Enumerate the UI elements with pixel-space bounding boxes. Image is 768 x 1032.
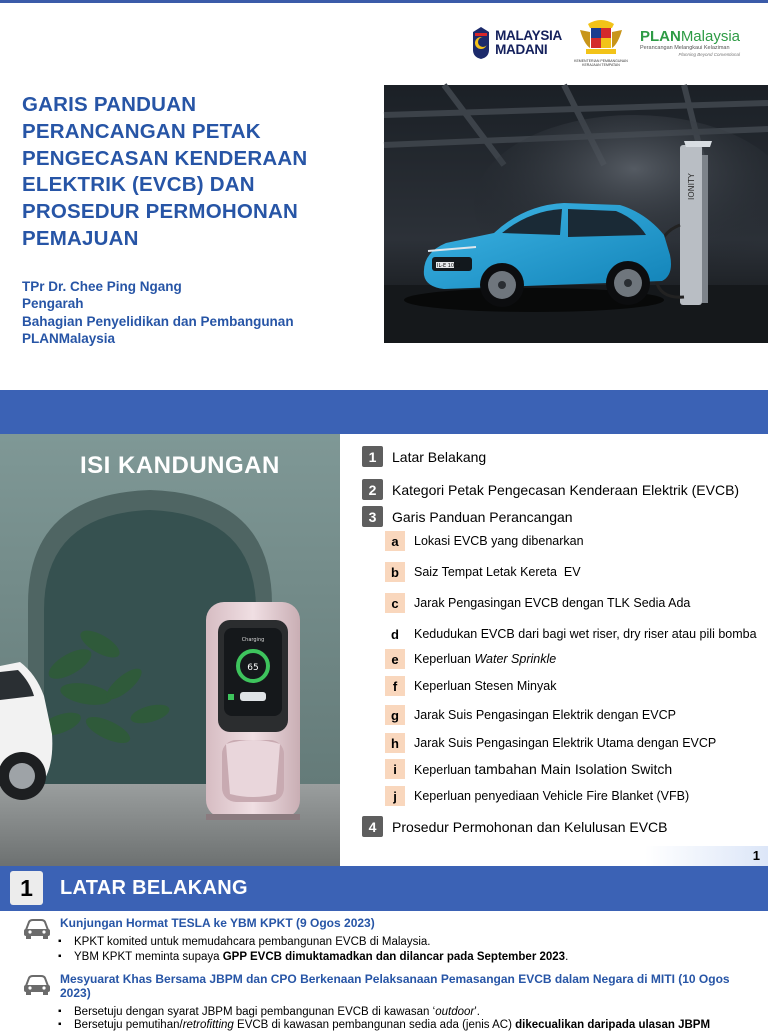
toc-marker: a <box>385 531 405 551</box>
toc-text: Latar Belakang <box>392 448 487 465</box>
car-icon <box>22 916 52 940</box>
top-accent-line <box>0 0 768 3</box>
toc-marker: b <box>385 562 405 582</box>
plan-bold: PLAN <box>639 27 681 45</box>
toc-subitem-i[interactable] <box>385 759 672 779</box>
page-number-bar <box>645 846 768 866</box>
presenter-name: TPr Dr. Chee Ping Ngang <box>22 279 182 294</box>
entry-heading: Kunjungan Hormat TESLA ke YBM KPKT (9 Ogos 2023) <box>60 916 375 930</box>
entry-heading: Mesyuarat Khas Bersama JBPM dan CPO Berkenaan Pelaksanaan Pemasangan EVCB dalam Negara di MITI (10 Ogos <box>60 972 730 986</box>
bullet-text-mid: EVCB di kawasan pembangunan sedia ada (jenis AC) <box>233 1019 516 1031</box>
car-icon <box>22 972 52 996</box>
presenter-block <box>22 278 294 348</box>
presentation-title-block <box>22 92 352 253</box>
section-number: 1 <box>10 871 43 905</box>
toc-text: Garis Panduan Perancangan <box>392 508 573 525</box>
toc-marker: c <box>385 593 405 613</box>
toc-text: Lokasi EVCB yang dibenarkan <box>414 534 584 548</box>
presenter-agency: PLANMalaysia <box>22 331 116 347</box>
presenter-position: Pengarah <box>22 296 84 312</box>
bullet-text-bold: dikecualikan daripada ulasan JBPM <box>515 1019 711 1031</box>
section-divider-band <box>0 390 768 434</box>
crest-caption: KEMENTERIAN PEMBANGUNAN KERAJAAN TEMPATAN <box>574 59 628 67</box>
toc-item-2[interactable] <box>362 479 739 500</box>
presenter-division: Bahagian Penyelidikan dan Pembangunan <box>22 313 294 329</box>
bullet-text-emphasis: outdoor <box>435 1006 475 1018</box>
malaysia-madani-logo <box>471 26 562 60</box>
entry-bullet <box>74 950 568 964</box>
page-number: 1 <box>752 848 760 863</box>
madani-mark-icon <box>471 26 491 60</box>
car-plate-text: IL-E 1012 <box>437 263 461 269</box>
bullet-text-bold: GPP EVCB dimuktamadkan dan dilancar pada September 2023 <box>222 951 566 963</box>
bullet-text-emphasis: retrofitting <box>182 1019 234 1031</box>
toc-marker: g <box>385 705 405 725</box>
toc-text-large: tambahan Main Isolation Switch <box>474 761 673 777</box>
toc-marker: d <box>385 624 405 644</box>
toc-item-3[interactable] <box>362 506 573 527</box>
toc-subitem-d[interactable] <box>385 624 757 644</box>
toc-text: Saiz Tempat Letak Kereta EV <box>414 565 581 579</box>
toc-marker: h <box>385 733 405 753</box>
logo-group <box>471 18 740 68</box>
title-slide <box>0 0 768 390</box>
toc-subitem-a[interactable] <box>385 531 584 551</box>
plan-light: Malaysia <box>680 27 740 45</box>
plan-tagline-en: Planning Beyond Conventional <box>678 51 740 57</box>
madani-line1: MALAYSIA <box>495 28 562 43</box>
toc-subitem-h[interactable] <box>385 733 716 753</box>
toc-item-4[interactable] <box>362 816 668 837</box>
entry-bullet <box>74 1018 710 1032</box>
toc-marker: 4 <box>362 816 383 837</box>
hero-photo-ev-charging <box>384 85 768 343</box>
toc-text: Prosedur Permohonan dan Kelulusan EVCB <box>392 818 668 835</box>
madani-line2: MADANI <box>495 42 548 57</box>
toc-subitem-e[interactable] <box>385 649 556 669</box>
toc-subitem-j[interactable] <box>385 786 689 806</box>
bullet-text-end: ’. <box>474 1006 480 1018</box>
charger-screen-value: 65 <box>247 663 259 673</box>
kpkt-crest-logo <box>572 18 630 68</box>
toc-marker: e <box>385 649 405 669</box>
background-slide <box>0 866 768 1031</box>
bullet-text: YBM KPKT meminta supaya <box>74 951 223 963</box>
contents-heading: ISI KANDUNGAN <box>80 452 280 479</box>
toc-subitem-c[interactable] <box>385 593 690 613</box>
toc-subitem-g[interactable] <box>385 705 676 725</box>
planmalaysia-logo <box>640 29 740 58</box>
coat-of-arms-icon <box>576 18 626 58</box>
toc-text: Jarak Pengasingan EVCB dengan TLK Sedia Ada <box>414 596 691 610</box>
toc-item-1[interactable] <box>362 446 486 467</box>
toc-text: Keperluan penyediaan Vehicle Fire Blanket (VFB) <box>414 789 690 803</box>
charger-screen-label: Charging <box>241 637 265 643</box>
toc-marker: 2 <box>362 479 383 500</box>
entry-bullet <box>74 1005 480 1019</box>
toc-subitem-b[interactable] <box>385 562 581 582</box>
bullet-text-end: . <box>565 951 569 963</box>
toc-text: Jarak Suis Pengasingan Elektrik Utama dengan EVCP <box>414 736 717 750</box>
toc-text-emphasis: Water Sprinkle <box>474 652 557 666</box>
bullet-text: Bersetuju pemutihan/ <box>74 1019 183 1031</box>
toc-text: Keperluan <box>414 652 475 666</box>
toc-text: Keperluan <box>414 763 475 777</box>
plan-tagline: Perancangan Melangkaui Kelaziman <box>639 44 730 51</box>
ionity-brand-text: IONITY <box>687 173 696 200</box>
toc-text: Jarak Suis Pengasingan Elektrik dengan EVCP <box>414 708 676 722</box>
section-title: LATAR BELAKANG <box>60 877 248 899</box>
toc-photo-charger <box>0 434 340 866</box>
toc-text: Kategori Petak Pengecasan Kenderaan Elektrik (EVCB) <box>392 481 740 498</box>
toc-marker: 3 <box>362 506 383 527</box>
background-entry-2 <box>22 972 730 1000</box>
toc-marker: j <box>385 786 405 806</box>
toc-text: Keperluan Stesen Minyak <box>414 679 557 693</box>
entry-bullet <box>74 935 430 949</box>
toc-text: Kedudukan EVCB dari bagi wet riser, dry riser atau pili bomba <box>414 627 757 641</box>
entry-heading-cont: 2023) <box>60 986 91 1000</box>
bullet-text: KPKT komited untuk memudahcara pembangunan EVCB di Malaysia. <box>74 936 431 948</box>
toc-marker: i <box>385 759 405 779</box>
bullet-text: Bersetuju dengan syarat JBPM bagi pembangunan EVCB di kawasan ‘ <box>74 1006 436 1018</box>
contents-slide <box>0 434 768 866</box>
toc-marker: f <box>385 676 405 696</box>
toc-subitem-f[interactable] <box>385 676 556 696</box>
presentation-title: GARIS PANDUAN PERANCANGAN PETAK PENGECASAN KENDERAAN ELEKTRIK (EVCB) DAN PROSEDUR PERMOHONAN PEMAJUAN <box>22 93 308 250</box>
section-header <box>0 866 768 911</box>
toc-marker: 1 <box>362 446 383 467</box>
